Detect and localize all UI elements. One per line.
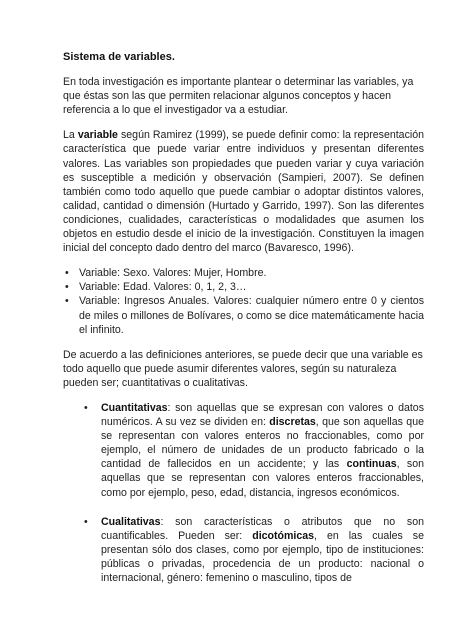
- list-item-text: Variable: Sexo. Valores: Mujer, Hombre.: [79, 267, 267, 280]
- term-variable: variable: [77, 129, 118, 142]
- bullet-icon: •: [84, 401, 88, 414]
- term-continuas: continuas: [346, 458, 397, 471]
- bullet-icon: •: [65, 267, 69, 280]
- list-item-text: , son aquellas que se representan con valores enteros fraccionables, como por ejemplo, peso, edad, distancia, ingresos económicos.: [101, 458, 425, 499]
- term-dicotomicas: dicotómicas: [252, 529, 315, 542]
- list-item-text: , que son aquellas que se representan con valores enteros no fraccionables, como por ejemplo, el número de unidades de un producto fabricado o la cantidad de fallecidos en un accidente; y las: [101, 416, 424, 471]
- bullet-icon: •: [65, 281, 69, 294]
- list-item: [63, 266, 424, 280]
- list-item: [63, 280, 424, 294]
- term-cuantitativas: Cuantitativas: [101, 401, 168, 414]
- list-item-text: : son aquellas que se expresan con valores o datos numéricos. A su vez se dividen en:: [101, 401, 424, 429]
- list-item-text: Variable: Edad. Valores: 0, 1, 2, 3…: [79, 281, 247, 294]
- paragraph-text: La: [63, 129, 78, 142]
- bullet-icon: •: [84, 515, 88, 528]
- summary-paragraph: De acuerdo a las definiciones anteriores, se puede decir que una variable es todo aquello que puede asumir diferentes valores, según su naturaleza pueden ser; cuantitativas o cualitativas.: [63, 348, 423, 389]
- paragraph-text: según Ramirez (1999), se puede definir como: la representación característica que puede variar entre individuos y presentan diferentes valores. Las variables son propiedades que pueden variar y cuya variación es susceptible a medición y observación (Sampieri, 2007). Se definen también como todo aquello que puede cambiar o adoptar distintos valores, calidad, cantidad o dimensión (Hurtado y Garrido, 1997). Son las diferentes condiciones, cualidades, características o modalidades que asumen los objetos en estudio desde el inicio de la investigación. Constituyen la imagen inicial del concepto dado dentro del marco (Bavaresco, 1996).: [63, 129, 425, 255]
- variable-types-list: [63, 401, 424, 585]
- list-item-text: , en las cuales se presentan sólo dos clases, como por ejemplo, tipo de instituciones: públicas o privadas, procedencia de un producto: nacional o internacional, género: femenino o masculino, tipos de: [101, 529, 424, 584]
- list-item: [63, 294, 424, 336]
- document-title: Sistema de variables.: [63, 51, 175, 63]
- list-item-cuantitativas: [63, 401, 424, 500]
- list-item-cualitativas: [63, 515, 424, 585]
- term-cualitativas: Cualitativas: [101, 515, 161, 528]
- list-item-text: : son características o atributos que no son cuantificables. Pueden ser:: [101, 515, 424, 542]
- intro-paragraph: En toda investigación es importante plantear o determinar las variables, ya que éstas son las que permiten relacionar algunos conceptos y hacen referencia a lo que el investigador va a estudiar.: [63, 76, 414, 117]
- variable-definition-paragraph: [63, 128, 424, 255]
- examples-list: [63, 266, 424, 336]
- bullet-icon: •: [65, 295, 69, 308]
- list-item-text: Variable: Ingresos Anuales. Valores: cualquier número entre 0 y cientos de miles o millones de Bolívares, o como se dice matemáticamente hacia el infinito.: [79, 295, 424, 336]
- term-discretas: discretas: [269, 416, 316, 429]
